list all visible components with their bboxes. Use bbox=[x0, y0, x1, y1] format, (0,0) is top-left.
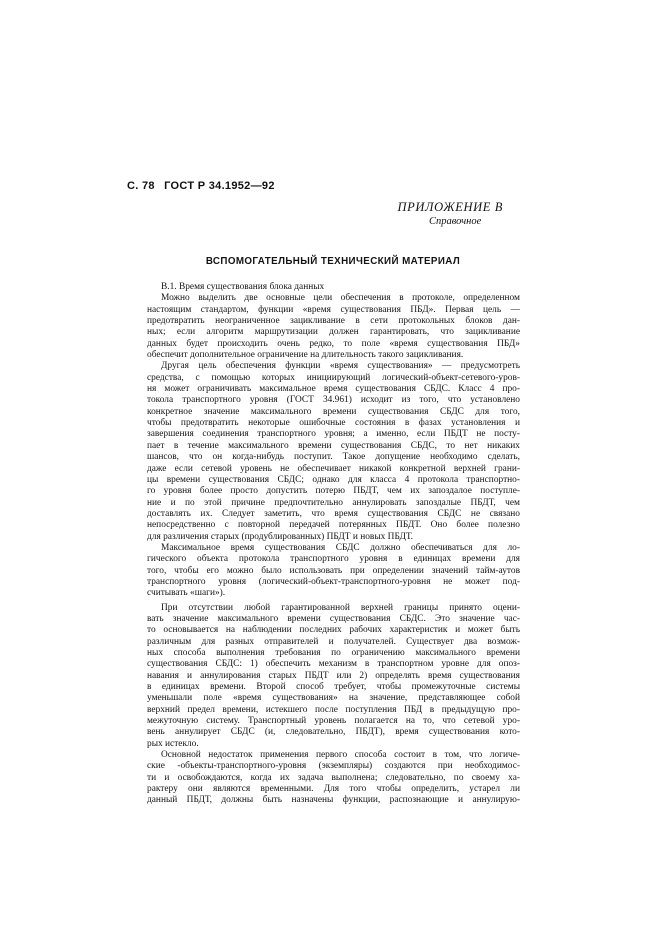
text-line: данный ПБДТ, должны быть назначены функции, распознающие и аннулирую- bbox=[147, 795, 520, 806]
body-text bbox=[147, 282, 520, 807]
standard-code: ГОСТ Р 34.1952—92 bbox=[164, 180, 275, 192]
text-line: даже если сетевой уровень не обеспечивает никакой конкретной верхней грани- bbox=[147, 463, 520, 474]
text-line: го уровня более просто допустить потерю ПБДТ, чем их запоздалое поступле- bbox=[147, 486, 520, 497]
text-line: ские -объекты-транспортного-уровня (экземпляры) создаются при необходимос- bbox=[147, 761, 520, 772]
text-line: для различения старых (продублированных) ПБДТ и новых ПБДТ. bbox=[147, 531, 414, 542]
text-line: обеспечит дополнительное ограничение на длительность такого зацикливания. bbox=[147, 350, 464, 361]
text-line: завершения соединения транспортного уровня; а именно, если ПБДТ не посту- bbox=[147, 429, 520, 440]
text-line: то основывается на наблюдении последних рабочих характеристик и может быть bbox=[147, 625, 520, 636]
text-line: При отсутствии любой гарантированной верхней границы принято оцени- bbox=[161, 602, 520, 613]
text-line: считывать «шаги»). bbox=[147, 588, 226, 599]
text-line: чтобы предотвратить некоторые ошибочные состояния в фазах установления и bbox=[147, 418, 520, 429]
text-line: токола транспортного уровня (ГОСТ 34.961) исходит из того, что установлено bbox=[147, 395, 520, 406]
text-line: рактеру они являются временными. Для того чтобы определить, устарел ли bbox=[147, 784, 520, 795]
text-line: Основной недостаток применения первого способа состоит в том, что логиче- bbox=[161, 750, 520, 761]
text-line: межуточную систему. Транспортный уровень полагается на то, что сетевой уро- bbox=[147, 716, 520, 727]
page-header bbox=[127, 180, 281, 192]
text-line: гического объекта протокола транспортного уровня в единицах времени для bbox=[147, 554, 520, 565]
text-line: ных; если алгоритм маршрутизации должен гарантировать, что зацикливание bbox=[147, 327, 520, 338]
text-line: шансов, что он когда-нибудь поступит. Такое допущение необходимо сделать, bbox=[147, 452, 520, 463]
text-line: ти и освобождаются, когда их задача выполнена; следовательно, по своему ха- bbox=[147, 772, 520, 783]
text-line: вень аннулирует СБДС (и, следовательно, ПБДТ), время существования кото- bbox=[147, 727, 520, 738]
appendix-title: ПРИЛОЖЕНИЕ В bbox=[397, 200, 503, 214]
text-line: рых истекло. bbox=[147, 738, 199, 749]
text-line: уменьшали поле «время существования» на значение, представляющее собой bbox=[147, 693, 520, 704]
text-line: того, чтобы его можно было использовать при определении значений тайм-аутов bbox=[147, 565, 520, 576]
text-line: верхний предел времени, истекшего после поступления ПБД в предыдущую про- bbox=[147, 704, 520, 715]
text-line: навания и аннулирования старых ПБДТ или 2) определять время существования bbox=[147, 670, 520, 681]
text-line: доставлять их. Следует заметить, что время существования СБДС не связано bbox=[147, 508, 520, 519]
text-line: непосредственно с повторной передачей потерянных ПБДТ. Оно более полезно bbox=[147, 520, 520, 531]
text-line: Можно выделить две основные цели обеспечения в протоколе, определенном bbox=[161, 293, 520, 304]
text-line: ных способа выполнения требования по ограничению максимального времени bbox=[147, 648, 520, 658]
text-line: предотвратить неограниченное зацикливание в сети протокольных блоков дан- bbox=[147, 316, 520, 327]
text-line: в единицах времени. Второй способ требует, чтобы промежуточные системы bbox=[147, 682, 520, 693]
page-number: С. 78 bbox=[127, 180, 155, 192]
appendix-subtitle: Справочное bbox=[429, 216, 482, 227]
text-line: существования СБДС: 1) обеспечить механизм в транспортном уровне для опоз- bbox=[147, 659, 520, 670]
text-line: средства, с помощью которых инициирующий логический-объект-сетевого-уров- bbox=[147, 372, 520, 383]
text-line: ние и по этой причине предпочтительно аннулировать запоздалые ПБДТ, чем bbox=[147, 497, 520, 508]
text-line: Максимальное время существования СБДС должно обеспечиваться для ло- bbox=[161, 542, 520, 553]
text-line: различным для разных отправителей и получателей. Существует два возмож- bbox=[147, 636, 520, 647]
text-line: Другая цель обеспечения функции «время существования» — предусмотреть bbox=[161, 361, 520, 372]
section-title: ВСПОМОГАТЕЛЬНЫЙ ТЕХНИЧЕСКИЙ МАТЕРИАЛ bbox=[205, 256, 461, 267]
text-line: данных будет происходить очень редко, то поле «время существования ПБД» bbox=[147, 338, 520, 349]
text-line: транспортного уровня (логический-объект-транспортного-уровня не может под- bbox=[147, 576, 520, 587]
text-line: ня может ограничивать максимальное время существования СБДС. Класс 4 про- bbox=[147, 384, 520, 395]
text-line: В.1. Время существования блока данных bbox=[161, 282, 325, 292]
text-line: цы времени существования СБДС; однако для класса 4 протокола транспортно- bbox=[147, 474, 520, 485]
text-line: настоящим стандартом, функции «время существования ПБД». Первая цель — bbox=[147, 304, 520, 315]
text-line: пает в течение максимального времени существования СБДС, то нет никаких bbox=[147, 440, 520, 451]
text-line: конкретное значение максимального времени существования СБДС для того, bbox=[147, 406, 520, 417]
text-line: вать значение максимального времени существования СБДС. Это значение час- bbox=[147, 613, 520, 624]
